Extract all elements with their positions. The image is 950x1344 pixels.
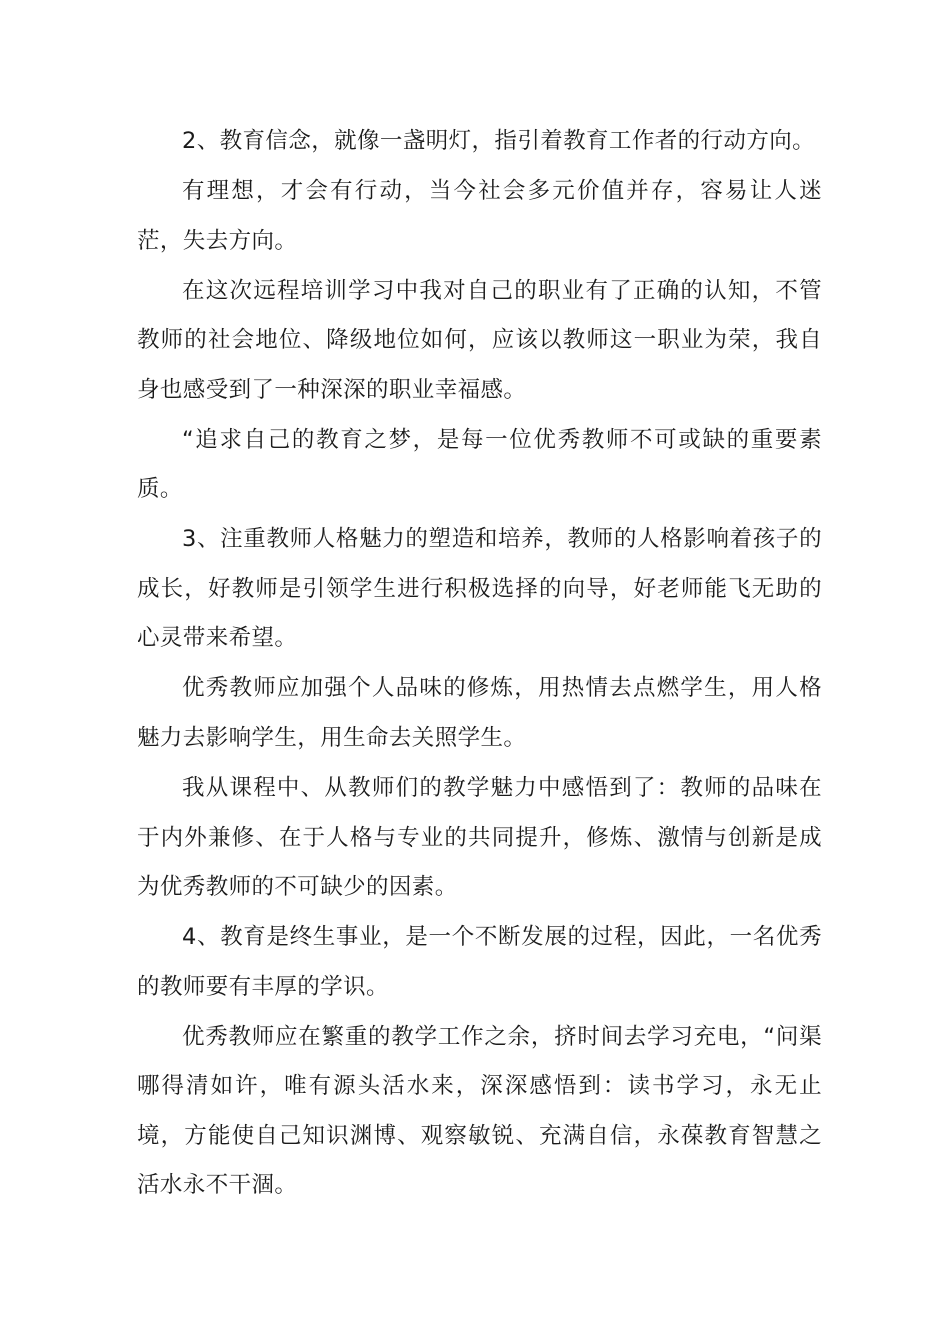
paragraph-1: 2、教育信念，就像一盏明灯，指引着教育工作者的行动方向。 <box>182 128 816 154</box>
paragraph-5: 3、注重教师人格魅力的塑造和培养，教师的人格影响着孩子的成长，好教师是引领学生进行积极选择的向导，好老师能飞无助的心灵带来希望。 <box>137 526 822 652</box>
document-body <box>137 117 822 1211</box>
paragraph-7: 我从课程中、从教师们的教学魅力中感悟到了：教师的品味在于内外兼修、在于人格与专业的共同提升，修炼、激情与创新是成为优秀教师的不可缺少的因素。 <box>137 775 822 901</box>
paragraph-8: 4、教育是终生事业，是一个不断发展的过程，因此，一名优秀的教师要有丰厚的学识。 <box>137 924 822 1000</box>
paragraph-9: 优秀教师应在繁重的教学工作之余，挤时间去学习充电，“问渠哪得清如许，唯有源头活水来，深深感悟到：读书学习，永无止境，方能使自己知识渊博、观察敏锐、充满自信，永葆教育智慧之活水永不干涸。 <box>137 1023 822 1199</box>
paragraph-3: 在这次远程培训学习中我对自己的职业有了正确的认知，不管教师的社会地位、降级地位如何，应该以教师这一职业为荣，我自身也感受到了一种深深的职业幸福感。 <box>137 277 822 403</box>
paragraph-4: “追求自己的教育之梦，是每一位优秀教师不可或缺的重要素质。 <box>137 426 822 503</box>
paragraph-2: 有理想，才会有行动，当今社会多元价值并存，容易让人迷茫，失去方向。 <box>137 178 822 254</box>
paragraph-6: 优秀教师应加强个人品味的修炼，用热情去点燃学生，用人格魅力去影响学生，用生命去关照学生。 <box>137 675 822 751</box>
